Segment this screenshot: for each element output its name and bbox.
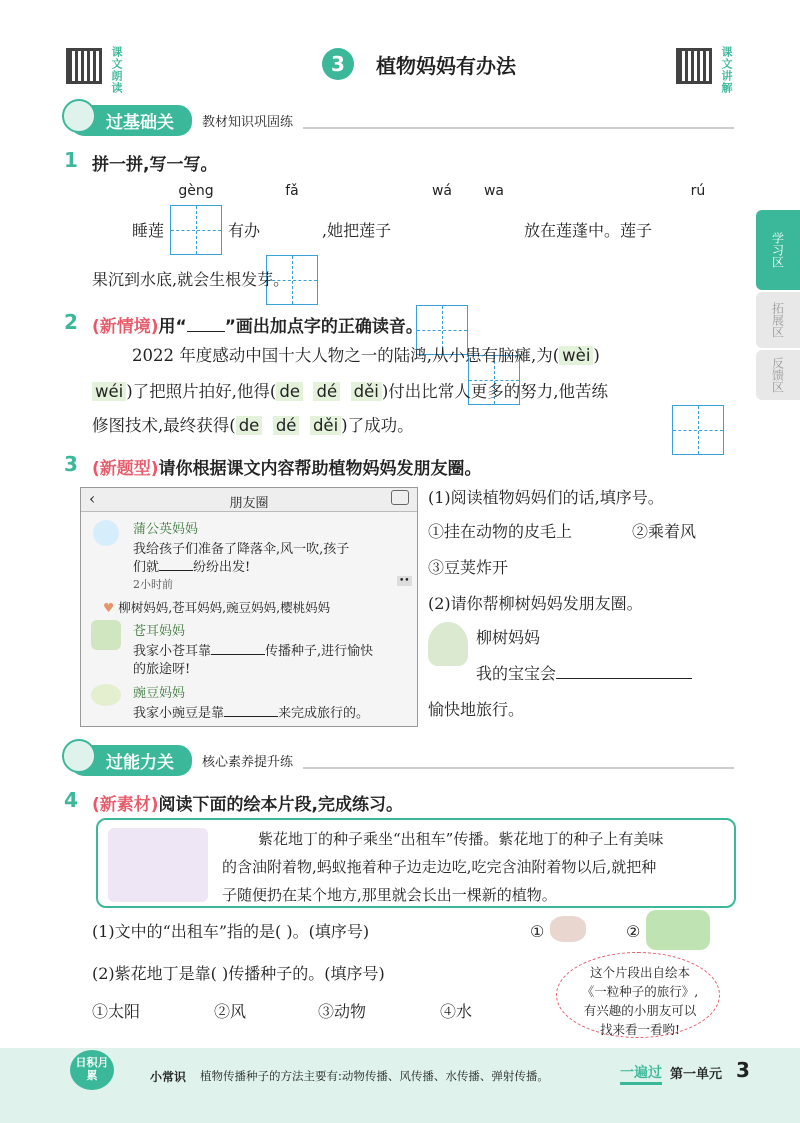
answer-blank[interactable] bbox=[159, 570, 193, 571]
ant-icon bbox=[550, 916, 586, 942]
moments-phone bbox=[80, 487, 418, 727]
story-text: 子随便扔在某个地方,那里就会长出一棵新的植物。 bbox=[222, 886, 557, 904]
unit-label: 第一单元 bbox=[670, 1067, 723, 1082]
q4-sub2: (2)紫花地丁是靠( )传播种子的。(填序号) bbox=[92, 964, 385, 983]
post-author: 蒲公英妈妈 bbox=[133, 522, 199, 537]
tip-text: 植物传播种子的方法主要有:动物传播、风传播、水传播、弹射传播。 bbox=[200, 1069, 549, 1083]
post-text: 们就 纷纷出发! bbox=[133, 560, 251, 575]
pinyin: fǎ bbox=[285, 183, 299, 199]
section-header-ability bbox=[70, 746, 734, 774]
question-title: (新素材)阅读下面的绘本片段,完成练习。 bbox=[92, 795, 404, 815]
page-number: 3 bbox=[736, 1058, 750, 1082]
qr-label-right: 课文讲解 bbox=[720, 46, 733, 94]
pinyin-option[interactable]: de bbox=[276, 382, 303, 401]
willow-line: 愉快地旅行。 bbox=[428, 700, 525, 719]
violet-ant-illustration bbox=[108, 828, 208, 902]
underline-sample bbox=[187, 331, 225, 332]
q3-option: ①挂在动物的皮毛上 bbox=[428, 522, 573, 541]
lesson-title: 植物妈妈有办法 bbox=[376, 54, 516, 78]
writing-box[interactable] bbox=[672, 405, 724, 455]
section-badge: 过能力关 bbox=[106, 752, 174, 773]
answer-blank[interactable] bbox=[211, 654, 265, 655]
option-label[interactable]: ① bbox=[530, 922, 545, 941]
question-title: (新题型)请你根据课文内容帮助植物妈妈发朋友圈。 bbox=[92, 459, 482, 479]
taxi-icon bbox=[646, 910, 710, 950]
willow-name: 柳树妈妈 bbox=[476, 628, 541, 647]
q3-sub1: (1)阅读植物妈妈们的话,填序号。 bbox=[428, 488, 664, 507]
tip-label: 小常识 bbox=[150, 1070, 187, 1084]
post-author: 豌豆妈妈 bbox=[133, 686, 186, 701]
dandelion-avatar bbox=[93, 520, 119, 546]
footer bbox=[0, 1048, 800, 1123]
heart-icon: ♥ bbox=[103, 600, 115, 615]
question-tag: (新素材) bbox=[92, 795, 159, 815]
question-number: 2 bbox=[64, 310, 78, 334]
section-badge: 过基础关 bbox=[106, 112, 174, 133]
q2-line: 2022 年度感动中国十大人物之一的陆鸿,从小患有脑瘫,为( wèi ) bbox=[132, 346, 600, 365]
speech-bubble bbox=[556, 952, 720, 1038]
camera-icon[interactable] bbox=[391, 490, 409, 505]
phone-title: 朋友圈 bbox=[229, 496, 269, 511]
q1-text: 睡莲 bbox=[132, 221, 165, 240]
brand-logo: 一遍过 bbox=[620, 1062, 662, 1085]
answer-blank[interactable] bbox=[556, 678, 692, 679]
question-number: 1 bbox=[64, 148, 78, 172]
pinyin-option[interactable]: wèi bbox=[559, 346, 593, 365]
side-tab-study[interactable]: 学习区 bbox=[756, 210, 800, 290]
question-title: (新情境)用“ ”画出加点字的正确读音。 bbox=[92, 317, 423, 337]
cocklebur-avatar bbox=[91, 620, 121, 650]
phone-header bbox=[81, 488, 417, 512]
divider bbox=[303, 127, 734, 129]
question-number: 4 bbox=[64, 788, 78, 812]
pinyin-option[interactable]: děi bbox=[310, 416, 341, 435]
story-text: 紫花地丁的种子乘坐“出租车”传播。紫花地丁的种子上有美味 bbox=[258, 830, 664, 848]
post-text: 的旅途呀! bbox=[133, 662, 191, 677]
question-tag: (新情境) bbox=[92, 317, 159, 337]
question-number: 3 bbox=[64, 452, 78, 476]
q2-line: 修图技术,最终获得( de dé děi )了成功。 bbox=[92, 416, 414, 435]
pinyin-option[interactable]: wéi bbox=[92, 382, 126, 401]
story-box bbox=[96, 818, 736, 908]
qr-code-right[interactable] bbox=[676, 48, 712, 84]
side-tab-expand[interactable]: 拓展区 bbox=[756, 292, 800, 348]
q4-option: ②风 bbox=[214, 1002, 247, 1021]
q3-option: ②乘着风 bbox=[632, 522, 697, 541]
question-title: 拼一拼,写一写。 bbox=[92, 155, 218, 175]
side-tab-feedback[interactable]: 反馈区 bbox=[756, 350, 800, 400]
question-tag: (新题型) bbox=[92, 459, 159, 479]
pinyin: wa bbox=[483, 183, 505, 199]
q3-sub2: (2)请你帮柳树妈妈发朋友圈。 bbox=[428, 594, 643, 613]
likes-row: ♥ 柳树妈妈,苍耳妈妈,豌豆妈妈,樱桃妈妈 bbox=[103, 600, 331, 615]
q1-text: ,她把莲子 bbox=[322, 221, 392, 240]
answer-blank[interactable] bbox=[224, 716, 278, 717]
section-subtitle: 核心素养提升练 bbox=[202, 754, 294, 770]
post-author: 苍耳妈妈 bbox=[133, 624, 186, 639]
pinyin: gèng bbox=[178, 183, 214, 199]
pea-avatar bbox=[91, 684, 121, 706]
pinyin-option[interactable]: dé bbox=[273, 416, 300, 435]
post-text: 我家小豌豆是靠 来完成旅行的。 bbox=[133, 706, 370, 721]
q1-text: 放在莲蓬中。莲子 bbox=[524, 221, 653, 240]
q4-option: ③动物 bbox=[318, 1002, 367, 1021]
mascot-icon bbox=[62, 99, 96, 133]
writing-box[interactable] bbox=[170, 205, 222, 255]
qr-label-left: 课文朗读 bbox=[110, 46, 123, 94]
willow-line: 我的宝宝会 bbox=[476, 666, 692, 682]
footer-badge: 日积月累 bbox=[70, 1050, 114, 1090]
pinyin: wá bbox=[431, 183, 453, 199]
q4-option: ①太阳 bbox=[92, 1002, 141, 1021]
pinyin: rú bbox=[690, 183, 706, 199]
q1-text: 果沉到水底,就会生根发芽。 bbox=[92, 270, 290, 289]
mascot-icon bbox=[62, 739, 96, 773]
option-label[interactable]: ② bbox=[626, 922, 641, 941]
section-header-basic bbox=[70, 106, 734, 134]
story-text: 的含油附着物,蚂蚁拖着种子边走边吃,吃完含油附着物以后,就把种 bbox=[222, 858, 657, 876]
more-icon[interactable]: •• bbox=[399, 576, 410, 586]
q2-line: wéi )了把照片拍好,他得( de dé děi )付出比常人更多的努力,他苦练 bbox=[92, 384, 608, 401]
divider bbox=[303, 767, 734, 769]
post-text: 我家小苍耳靠 传播种子,进行愉快 bbox=[133, 644, 374, 659]
qr-code-left[interactable] bbox=[66, 48, 102, 84]
lesson-number: 3 bbox=[322, 48, 354, 80]
willow-tree-icon bbox=[428, 622, 468, 666]
section-subtitle: 教材知识巩固练 bbox=[202, 114, 294, 130]
bubble-text: 这个片段出自绘本《一粒种子的旅行》,有兴趣的小朋友可以找来看一看哟! bbox=[581, 965, 699, 1037]
q3-option: ③豆荚炸开 bbox=[428, 558, 509, 577]
post-time: 2小时前 bbox=[133, 578, 173, 591]
q4-sub1: (1)文中的“出租车”指的是( )。(填序号) bbox=[92, 922, 370, 941]
q1-text: 有办 bbox=[228, 221, 261, 240]
post-text: 我给孩子们准备了降落伞,风一吹,孩子 bbox=[133, 542, 350, 557]
pinyin-option[interactable]: děi bbox=[351, 382, 382, 401]
pinyin-option[interactable]: de bbox=[236, 416, 263, 435]
back-icon[interactable]: ‹ bbox=[89, 489, 96, 508]
pinyin-option[interactable]: dé bbox=[313, 382, 340, 401]
q4-option: ④水 bbox=[440, 1002, 473, 1021]
